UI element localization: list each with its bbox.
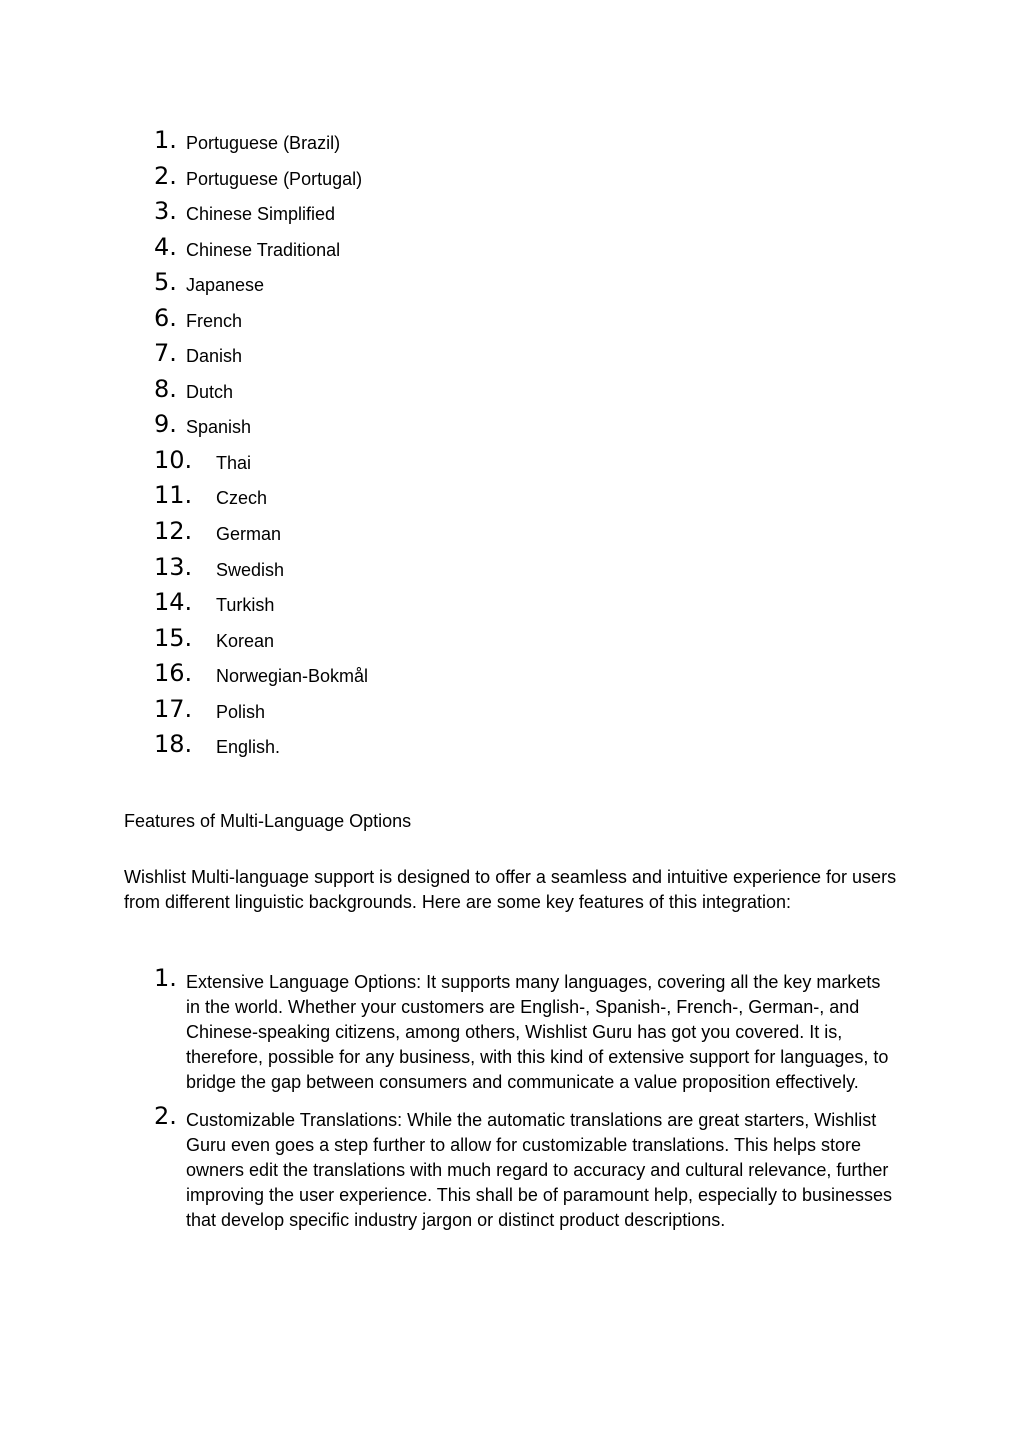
language-list-item	[0, 302, 1024, 338]
language-name: Korean	[216, 630, 275, 651]
feature-text: Extensive Language Options: It supports many languages, covering all the key markets in the world. Whether your customers are English-, Spanish-, French-, German-, and Chinese-speaking citizens, among others, Wishlist Guru has got you covered. It is, therefore, possible for any business, with this kind of extensive support for languages, to bridge the gap between consumers and communicate a value proposition effectively.	[186, 972, 889, 1092]
language-list-item	[0, 693, 1024, 729]
language-name: German	[216, 524, 282, 545]
language-list-item	[0, 586, 1024, 622]
list-number: 4.	[154, 232, 177, 261]
list-number: 9.	[154, 410, 177, 439]
list-number: 2.	[154, 1102, 177, 1130]
language-name: Swedish	[216, 559, 285, 580]
language-list-item	[0, 373, 1024, 409]
language-list-item	[0, 479, 1024, 515]
list-number: 17.	[154, 694, 193, 723]
list-number: 11.	[154, 481, 193, 510]
list-number: 14.	[154, 588, 193, 617]
language-list-item	[0, 408, 1024, 444]
language-list	[0, 124, 1024, 764]
list-number: 5.	[154, 268, 177, 297]
feature-text: Customizable Translations: While the automatic translations are great starters, Wishlist Guru even goes a step further to allow for customizable translations. This helps store owners edit the translations with much regard to accuracy and cultural relevance, further improving the user experience. This shall be of paramount help, especially to businesses that develop specific industry jargon or distinct product descriptions.	[186, 1110, 893, 1230]
language-name: Chinese Traditional	[186, 239, 341, 260]
list-number: 10.	[154, 445, 193, 474]
language-name: Japanese	[186, 275, 265, 296]
language-name: Chinese Simplified	[186, 204, 336, 225]
language-name: French	[186, 310, 243, 331]
language-name: Turkish	[216, 595, 275, 616]
language-name: Portuguese (Portugal)	[186, 168, 363, 189]
language-name: Dutch	[186, 381, 234, 402]
list-number: 3.	[154, 197, 177, 226]
language-list-item	[0, 515, 1024, 551]
language-list-item	[0, 124, 1024, 160]
section-heading: Features of Multi-Language Options	[124, 811, 412, 831]
list-number: 15.	[154, 623, 193, 652]
list-number: 1.	[154, 964, 177, 992]
language-list-item	[0, 231, 1024, 267]
language-name: Norwegian-Bokmål	[216, 666, 369, 687]
language-list-item	[0, 160, 1024, 196]
language-list-item	[0, 266, 1024, 302]
language-list-item	[0, 657, 1024, 693]
language-name: Portuguese (Brazil)	[186, 133, 341, 153]
list-number: 8.	[154, 374, 177, 403]
language-list-item	[0, 444, 1024, 480]
list-number: 16.	[154, 659, 193, 688]
feature-list	[0, 962, 1024, 1238]
language-name: English.	[216, 737, 281, 758]
list-number: 7.	[154, 339, 177, 368]
language-name: Czech	[216, 488, 268, 509]
list-number: 18.	[154, 730, 193, 759]
language-name: Danish	[186, 346, 243, 367]
list-number: 6.	[154, 303, 177, 332]
list-number: 2.	[154, 161, 177, 190]
feature-list-item	[0, 962, 1024, 1095]
language-name: Thai	[216, 452, 252, 473]
language-list-item	[0, 728, 1024, 764]
language-name: Spanish	[186, 417, 252, 438]
language-name: Polish	[216, 701, 266, 722]
list-number: 13.	[154, 552, 193, 581]
language-list-item	[0, 622, 1024, 658]
feature-list-item	[0, 1100, 1024, 1233]
language-list-item	[0, 551, 1024, 587]
list-number: 12.	[154, 517, 193, 546]
language-list-item	[0, 195, 1024, 231]
intro-paragraph: Wishlist Multi-language support is designed to offer a seamless and intuitive experience for users from different linguistic backgrounds. Here are some key features of this integration:	[124, 867, 897, 912]
language-list-item	[0, 337, 1024, 373]
list-number: 1.	[154, 126, 177, 154]
